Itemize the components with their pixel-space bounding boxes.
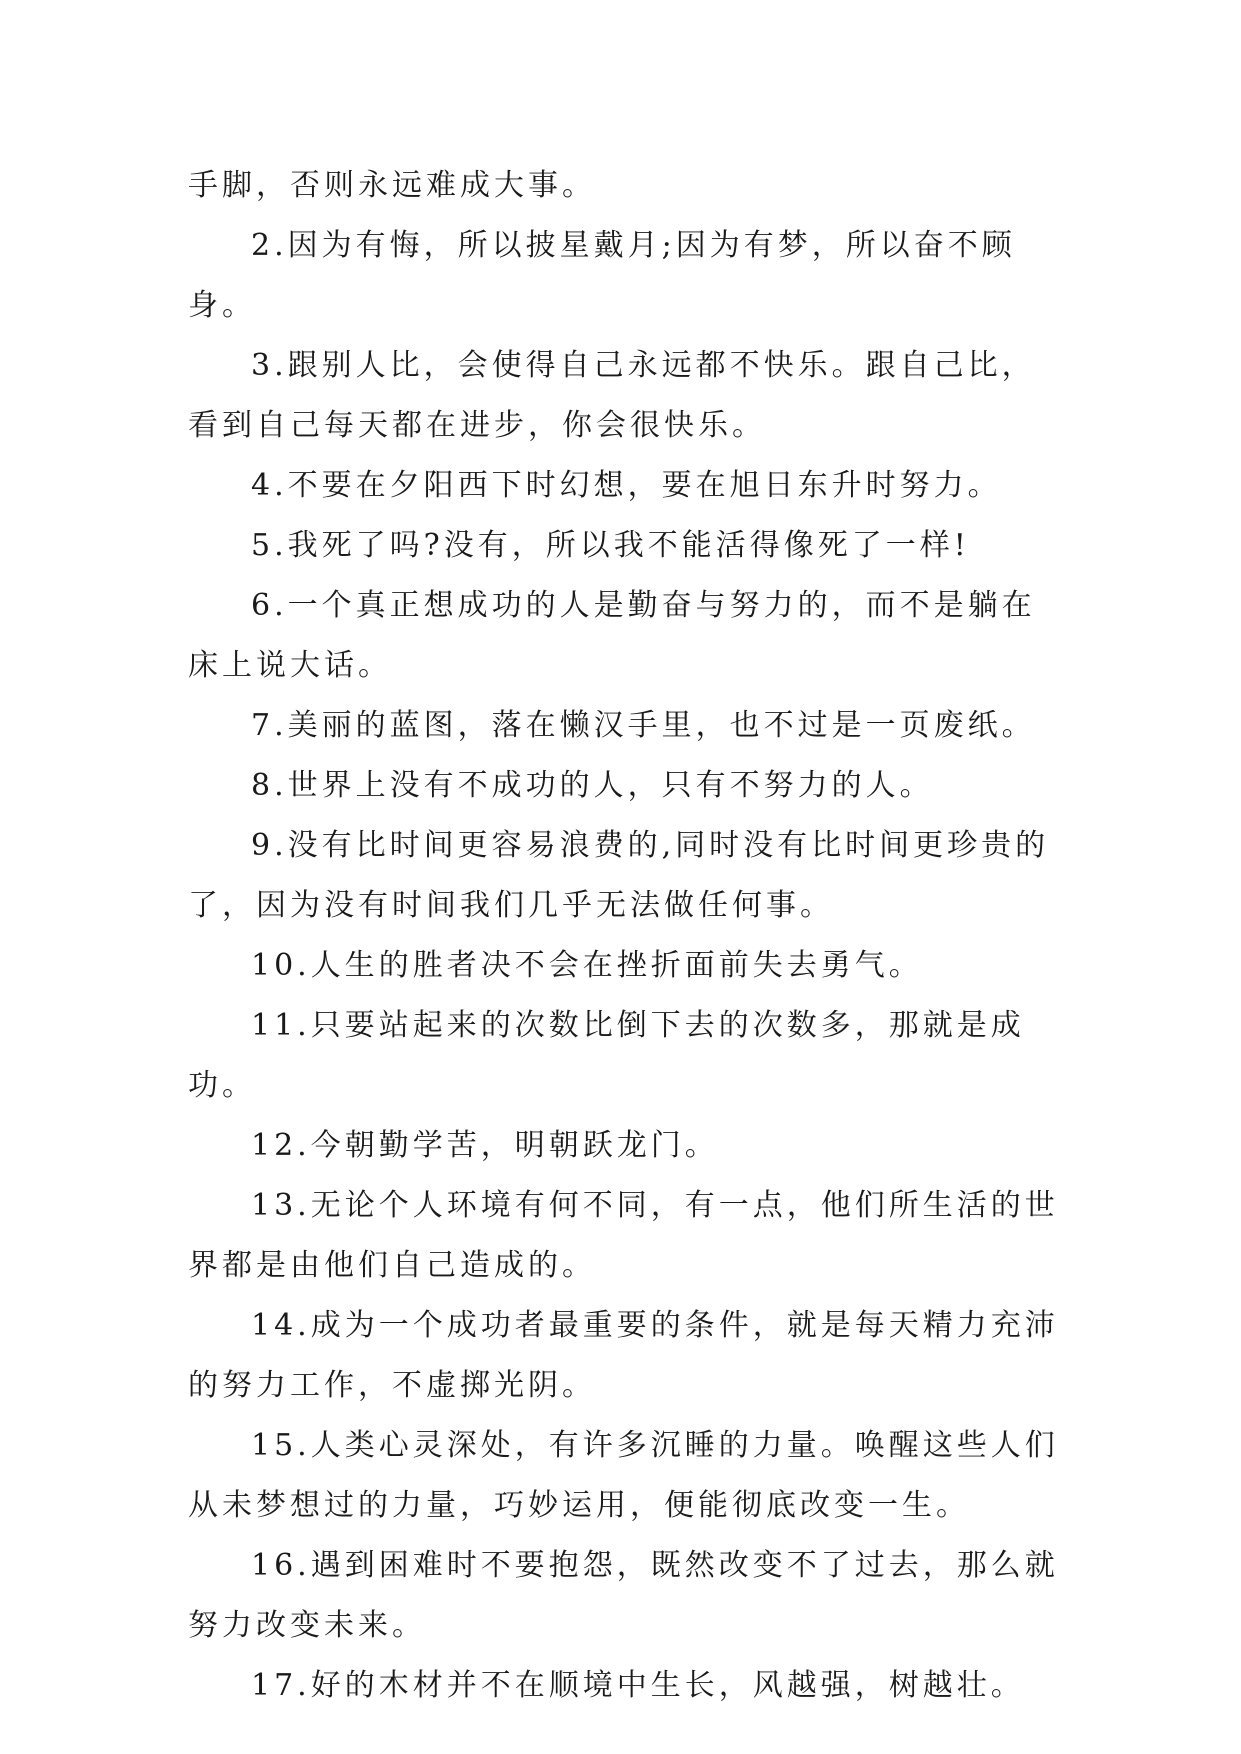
- paragraph: 14.成为一个成功者最重要的条件，就是每天精力充沛的努力工作，不虚掷光阴。: [188, 1308, 1059, 1403]
- paragraph: 11.只要站起来的次数比倒下去的次数多，那就是成功。: [188, 1008, 1025, 1103]
- paragraph: 7.美丽的蓝图，落在懒汉手里，也不过是一页废纸。: [251, 708, 1036, 743]
- paragraph: 3.跟别人比，会使得自己永远都不快乐。跟自己比，看到自己每天都在进步，你会很快乐。: [188, 348, 1036, 443]
- paragraph: 6.一个真正想成功的人是勤奋与努力的，而不是躺在床上说大话。: [188, 588, 1036, 683]
- paragraph: 5.我死了吗?没有，所以我不能活得像死了一样!: [251, 528, 970, 563]
- paragraph: 手脚，否则永远难成大事。: [188, 168, 596, 203]
- paragraph: 12.今朝勤学苦，明朝跃龙门。: [251, 1128, 719, 1163]
- paragraph: 17.好的木材并不在顺境中生长，风越强，树越壮。: [251, 1668, 1025, 1703]
- paragraph: 9.没有比时间更容易浪费的,同时没有比时间更珍贵的了，因为没有时间我们几乎无法做任何事。: [188, 828, 1050, 923]
- paragraph: 10.人生的胜者决不会在挫折面前失去勇气。: [251, 948, 923, 983]
- paragraph: 2.因为有悔，所以披星戴月;因为有梦，所以奋不顾身。: [188, 228, 1016, 323]
- paragraph: 4.不要在夕阳西下时幻想，要在旭日东升时努力。: [251, 468, 1002, 503]
- document-body: [188, 156, 1068, 1716]
- paragraph: 13.无论个人环境有何不同，有一点，他们所生活的世界都是由他们自己造成的。: [188, 1188, 1059, 1283]
- paragraph: 16.遇到困难时不要抱怨，既然改变不了过去，那么就努力改变未来。: [188, 1548, 1059, 1643]
- paragraph: 15.人类心灵深处，有许多沉睡的力量。唤醒这些人们从未梦想过的力量，巧妙运用，便能彻底改变一生。: [188, 1428, 1059, 1523]
- paragraph: 8.世界上没有不成功的人，只有不努力的人。: [251, 768, 934, 803]
